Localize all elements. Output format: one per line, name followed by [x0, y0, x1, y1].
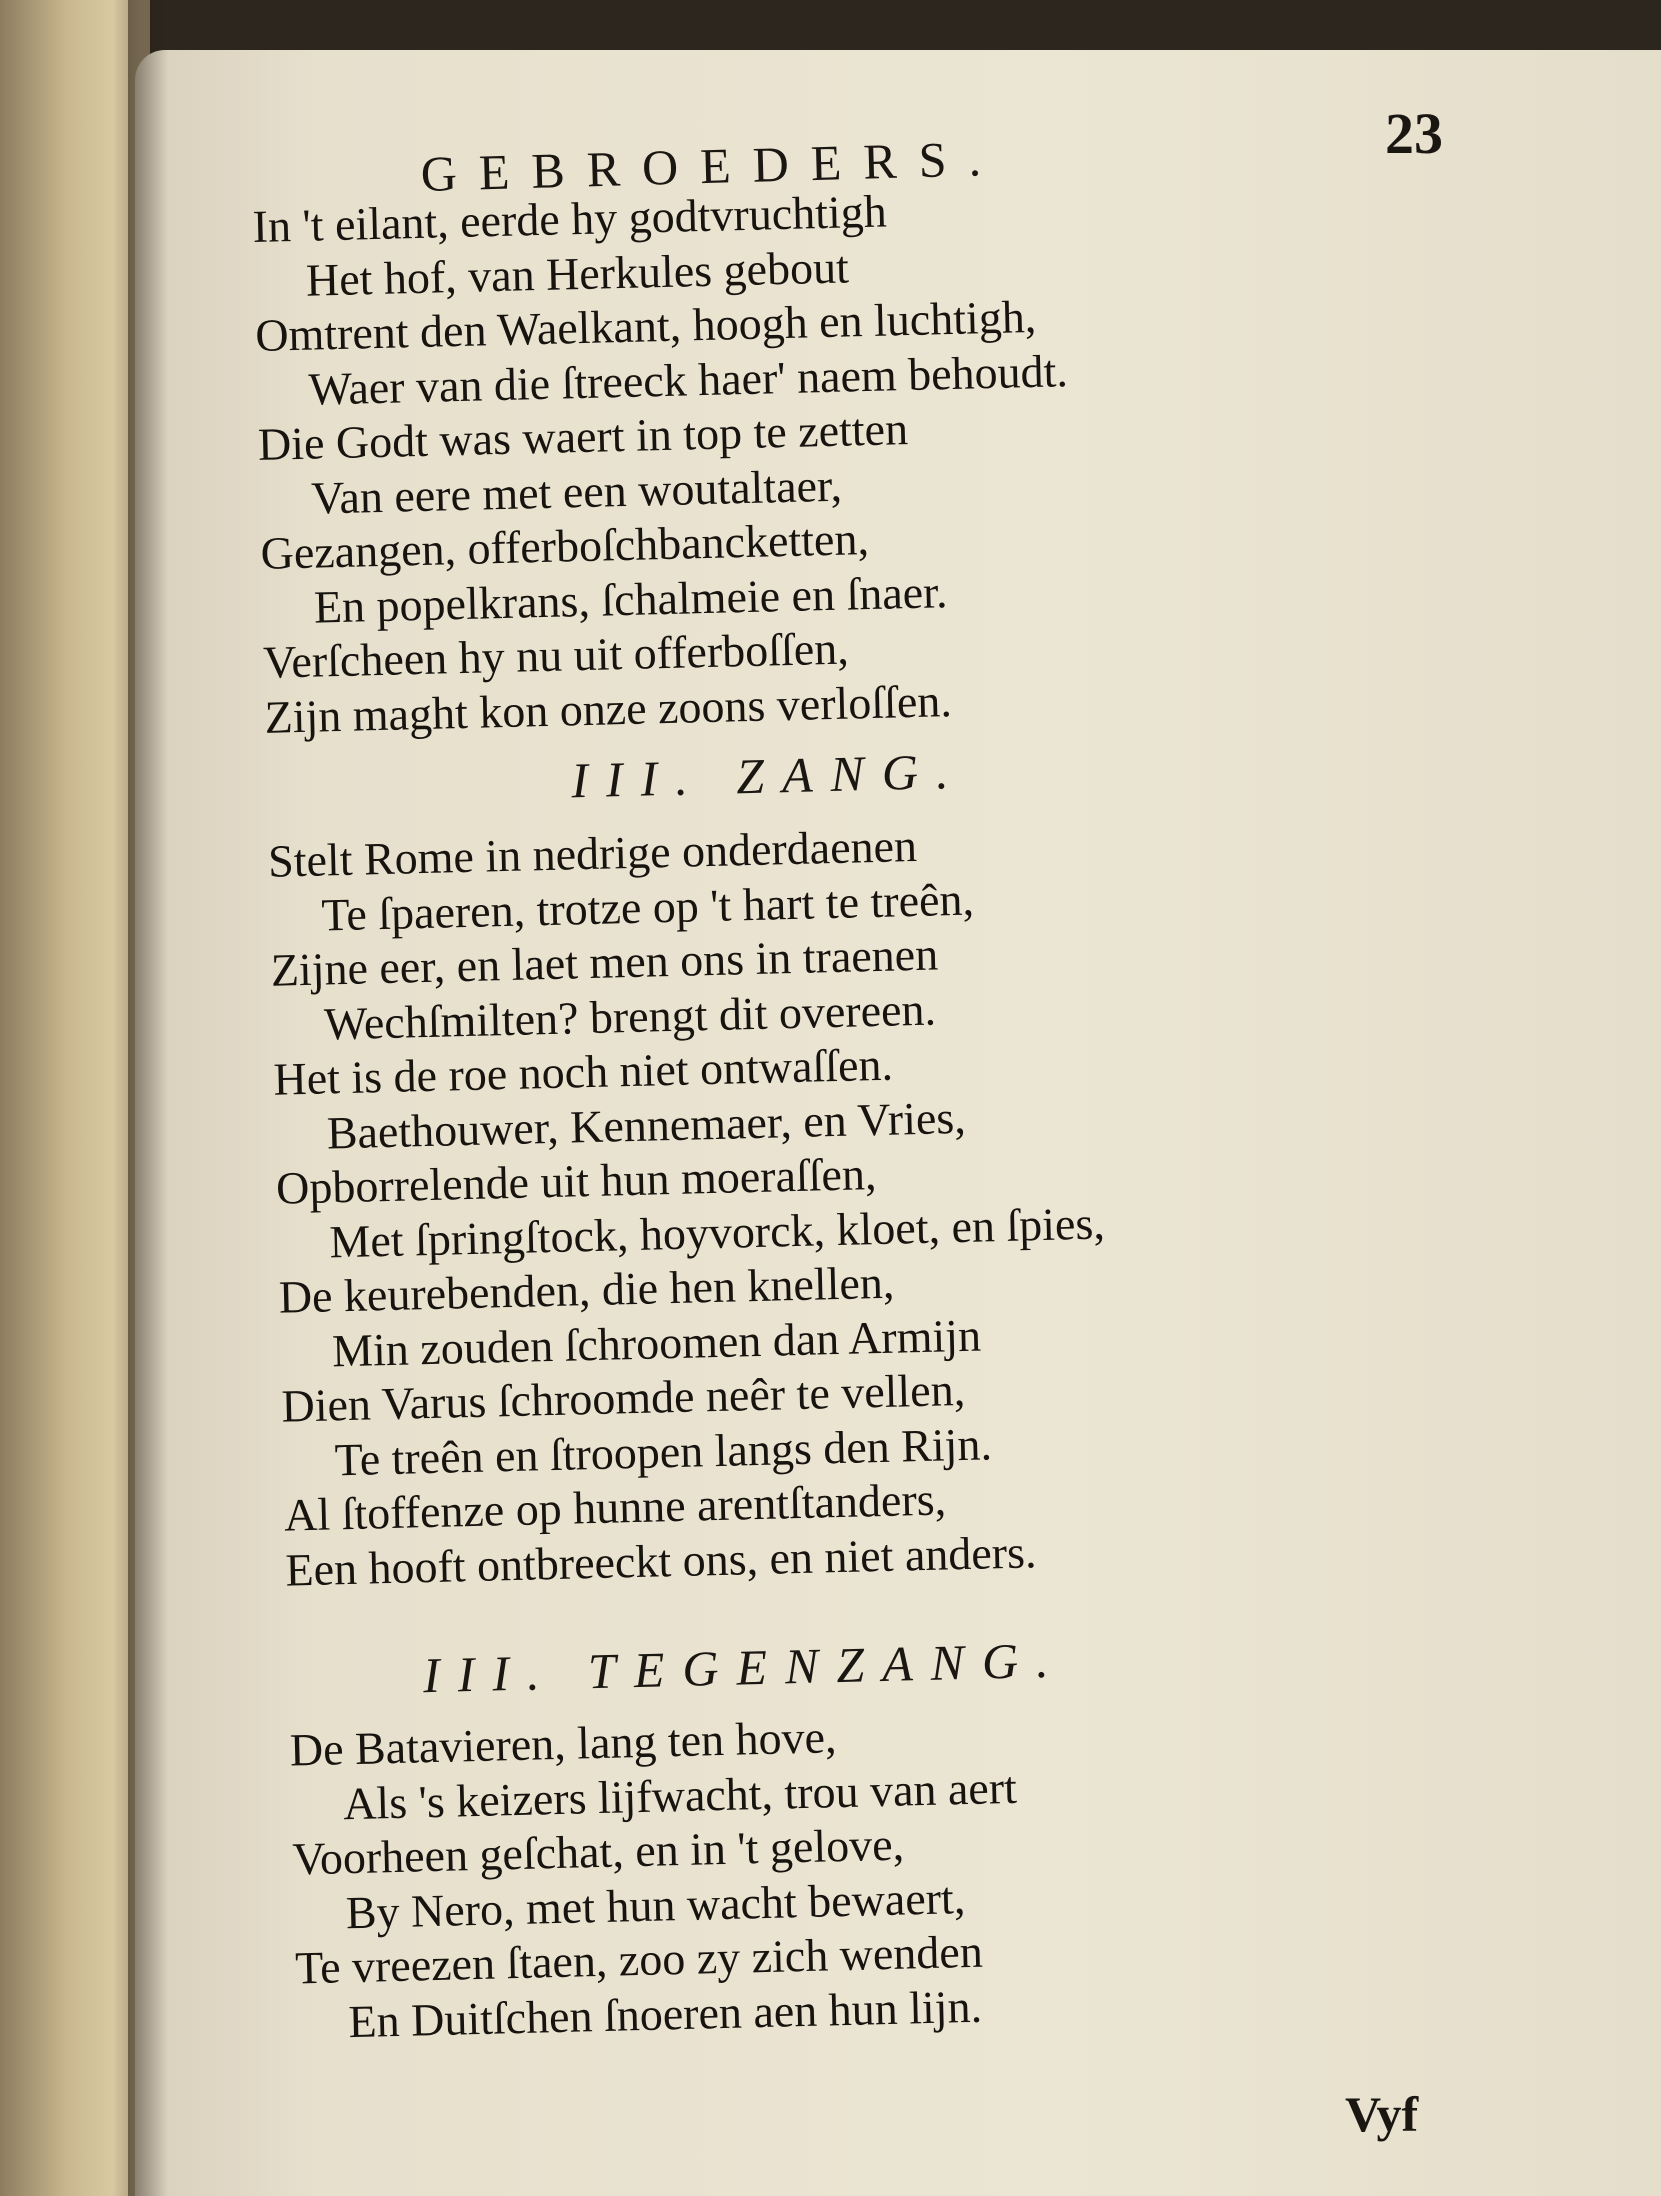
verse-line: Te ſpaeren, trotze op 't hart te treên, [320, 873, 975, 941]
verse-line: In 't eilant, eerde hy godtvruchtigh [252, 185, 888, 252]
verse-line: Het hof, van Herkules gebout [305, 240, 850, 306]
verse-line: Zijn maght kon onze zoons verloſſen. [264, 674, 953, 743]
verse-line: Opborrelende uit hun moeraſſen, [275, 1148, 877, 1214]
running-head: GEBROEDERS. [420, 129, 1004, 202]
stanza-2 [268, 810, 1306, 1598]
verse-line: Een hooft ontbreeckt ons, en niet anders. [284, 1525, 1037, 1596]
verse-line: De keurebenden, die hen knellen, [278, 1256, 895, 1323]
verse-line: Al ſtoffenze op hunne arentſtanders, [283, 1473, 947, 1541]
verse-line: Te vreezen ſtaen, zoo zy zich wenden [294, 1925, 984, 1994]
page-number: 23 [1385, 101, 1443, 166]
verse-line: Die Godt was waert in top te zetten [257, 403, 909, 470]
verse-line: Als 's keizers lijfwacht, trou van aert [342, 1761, 1018, 1829]
stanza-1 [252, 175, 1285, 745]
verse-line: Met ſpringſtock, hoyvorck, kloet, en ſpies, [328, 1196, 1106, 1267]
verse-line: Stelt Rome in nedrige onderdaenen [267, 819, 918, 887]
verse-line: Te treên en ſtroopen langs den Rijn. [334, 1417, 993, 1485]
verse-line: Gezangen, offerboſchbancketten, [260, 513, 870, 579]
book-gutter [128, 0, 168, 2196]
verse-line: Zijne eer, en laet men ons in traenen [270, 928, 939, 996]
section-heading-zang: III. ZANG. [570, 742, 968, 809]
section-heading-tegenzang: III. TEGENZANG. [422, 1631, 1068, 1704]
verse-line: En popelkrans, ſchalmeie en ſnaer. [313, 565, 948, 633]
verse-line: Wechſmilten? brengt dit overeen. [323, 983, 937, 1049]
stanza-3 [289, 1699, 1317, 2051]
verse-line: Min zouden ſchroomen dan Armijn [331, 1309, 982, 1376]
catchword: Vyf [1345, 2086, 1419, 2142]
verse-line: De Batavieren, lang ten hove, [289, 1711, 838, 1776]
verse-line: By Nero, met hun wacht bewaert, [345, 1871, 966, 1938]
verse-line: Waer van die ſtreeck haer' naem behoudt. [308, 344, 1069, 415]
verse-line: Baethouwer, Kennemaer, en Vries, [326, 1091, 967, 1158]
verse-line: Omtrent den Waelkant, hoogh en luchtigh, [254, 290, 1037, 361]
verse-line: Verſcheen hy nu uit offerboſſen, [262, 622, 850, 688]
verse-line: En Duitſchen ſnoeren aen hun lijn. [347, 1980, 983, 2047]
verse-line: Dien Varus ſchroomde neêr te vellen, [280, 1363, 966, 1432]
poem-text [252, 175, 1317, 2050]
verse-line: Het is de roe noch niet ontwaſſen. [272, 1038, 894, 1105]
verse-line: Voorheen geſchat, en in 't gelove, [291, 1818, 905, 1885]
verse-line: Van eere met een woutaltaer, [310, 459, 843, 524]
